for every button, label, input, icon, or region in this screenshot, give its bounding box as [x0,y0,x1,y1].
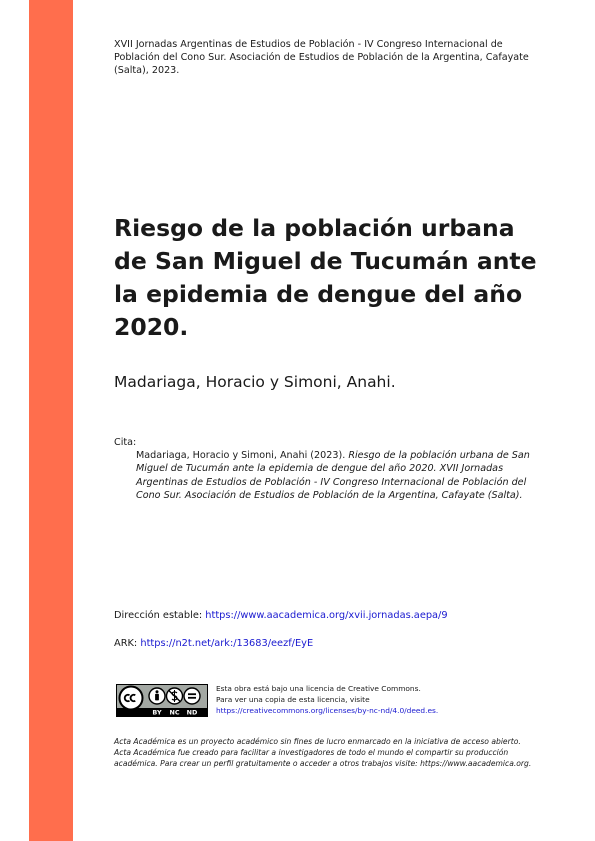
sidebar-accent [29,0,73,841]
cc-logo-icon [120,687,143,710]
badge-label-nc: NC [169,708,180,716]
nd-icon [184,688,200,704]
cita-prefix: Madariaga, Horacio y Simoni, Anahi (2023). [136,450,349,461]
cita-reference [136,449,536,502]
ark-identifier [114,638,313,649]
license-link[interactable]: https://creativecommons.org/licenses/by-nc-nd/4.0/deed.es. [216,706,439,716]
badge-label-nd: ND [186,708,198,716]
license-text [216,683,438,717]
stable-address [114,610,448,621]
cita-label: Cita: [114,437,137,448]
page-title: Riesgo de la población urbana de San Miguel de Tucumán ante la epidemia de dengue del año 2020. [114,214,537,341]
ark-label: ARK: [114,638,141,649]
stable-label: Dirección estable: [114,610,206,621]
stable-link[interactable]: https://www.aacademica.org/xvii.jornadas.aepa/9 [205,610,448,621]
license-line-1: Esta obra está bajo una licencia de Creative Commons. [216,684,421,693]
authors: Madariaga, Horacio y Simoni, Anahi. [114,373,396,391]
conference-header: XVII Jornadas Argentinas de Estudios de Población - IV Congreso Internacional de Población del Cono Sur. Asociación de Estudios de Población de la Argentina, Cafayate (Salta), 2023. [114,39,529,77]
nc-icon [167,688,183,704]
badge-label-by: BY [152,708,162,716]
by-icon [149,688,165,704]
cita-italic: Riesgo de la población urbana de San Miguel de Tucumán ante la epidemia de dengue del año 2020. XVII Jornadas Argentinas de Estudios de Población - IV Congreso Internacional de Población del Cono Sur. Asociación de Estudios de Población de la Argentina, Cafayate (Salta). [136,450,530,501]
license-line-2: Para ver una copia de esta licencia, visite [216,695,370,705]
footer-note: Acta Académica es un proyecto académico sin fines de lucro enmarcado en la iniciativa de acceso abierto. Acta Académica fue creado para facilitar a investigadores de todo el mundo el compartir su producción académica. Para crear un perfil gratuitamente o acceder a otros trabajos visite: https://www.aacademica.org. [114,737,532,768]
cc-license-badge[interactable] [116,684,208,717]
ark-link[interactable]: https://n2t.net/ark:/13683/eezf/EyE [140,638,314,649]
